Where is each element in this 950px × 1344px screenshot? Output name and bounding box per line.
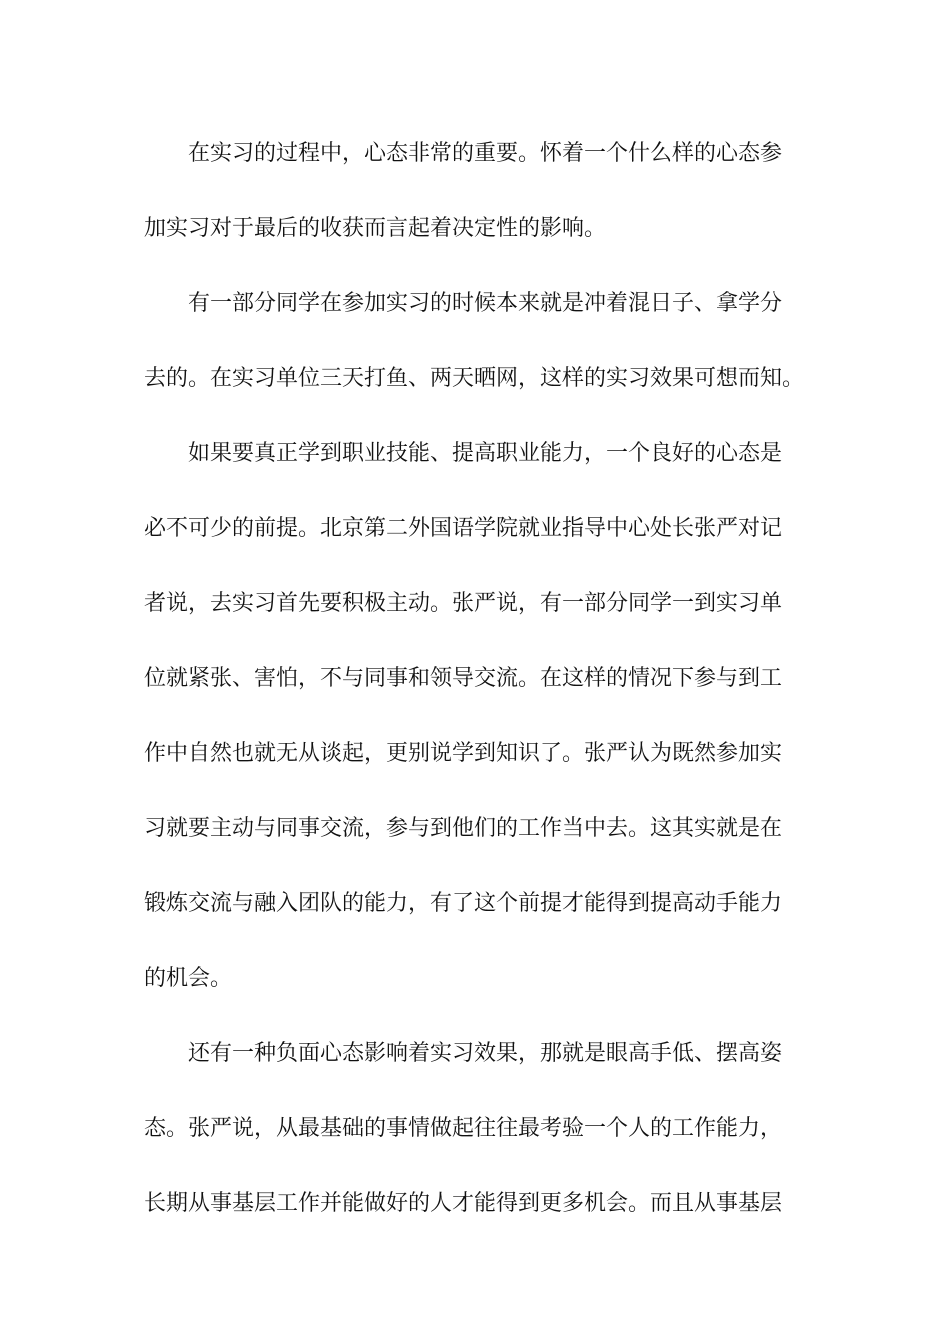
document-body <box>144 116 808 1241</box>
paragraph-line: 态。张严说，从最基础的事情做起往往最考验一个人的工作能力， <box>144 1116 783 1141</box>
paragraph-line: 者说，去实习首先要积极主动。张严说，有一部分同学一到实习单 <box>144 591 783 616</box>
paragraph-line: 如果要真正学到职业技能、提高职业能力，一个良好的心态是 <box>188 441 783 466</box>
paragraph-line: 位就紧张、害怕，不与同事和领导交流。在这样的情况下参与到工 <box>144 666 783 691</box>
paragraph-line: 习就要主动与同事交流，参与到他们的工作当中去。这其实就是在 <box>144 816 783 841</box>
paragraph-line: 长期从事基层工作并能做好的人才能得到更多机会。而且从事基层 <box>144 1191 783 1216</box>
paragraph-line: 加实习对于最后的收获而言起着决定性的影响。 <box>144 216 607 241</box>
paragraph-line: 还有一种负面心态影响着实习效果，那就是眼高手低、摆高姿 <box>188 1041 783 1066</box>
paragraph-3 <box>144 416 808 1016</box>
paragraph-line: 锻炼交流与融入团队的能力，有了这个前提才能得到提高动手能力 <box>144 891 783 916</box>
paragraph-2 <box>144 266 808 416</box>
paragraph-line: 在实习的过程中，心态非常的重要。怀着一个什么样的心态参 <box>188 141 783 166</box>
paragraph-4 <box>144 1016 808 1241</box>
paragraph-line: 有一部分同学在参加实习的时候本来就是冲着混日子、拿学分 <box>188 291 783 316</box>
paragraph-line: 的机会。 <box>144 966 233 991</box>
paragraph-line: 作中自然也就无从谈起，更别说学到知识了。张严认为既然参加实 <box>144 741 783 766</box>
paragraph-line: 必不可少的前提。北京第二外国语学院就业指导中心处长张严对记 <box>144 516 783 541</box>
paragraph-1 <box>144 116 808 266</box>
paragraph-line: 去的。在实习单位三天打鱼、两天晒网，这样的实习效果可想而知。 <box>144 366 805 391</box>
